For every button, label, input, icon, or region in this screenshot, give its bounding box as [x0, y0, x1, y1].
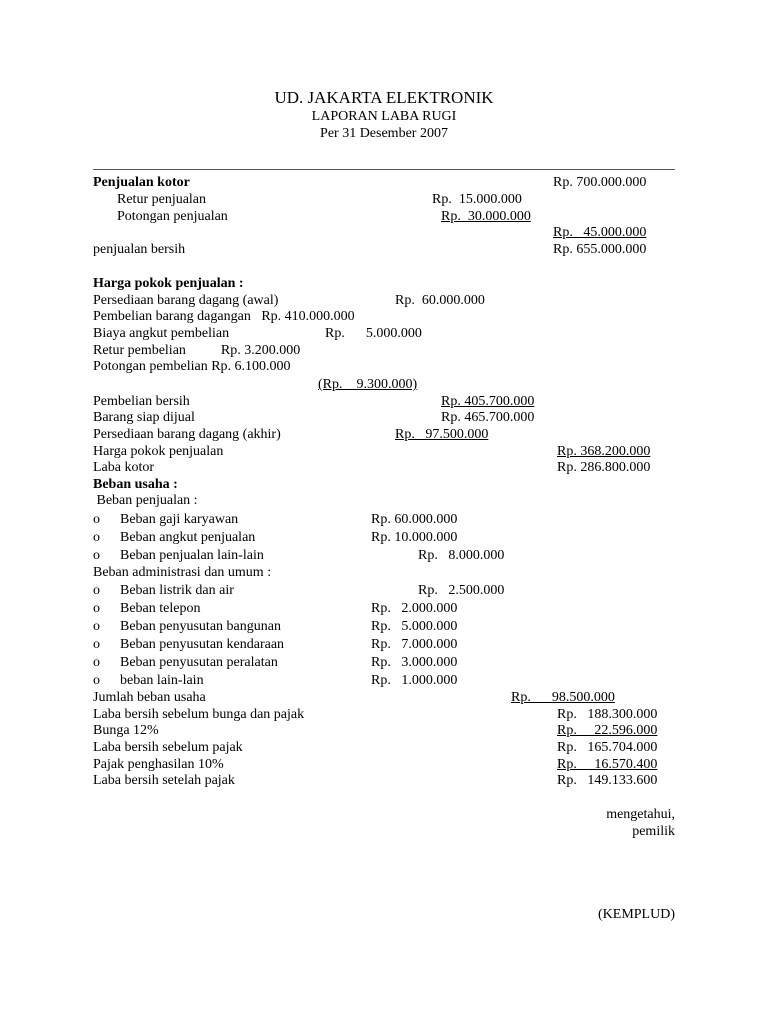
expense-item-label: Beban penyusutan kendaraan — [120, 637, 285, 652]
bullet: o — [93, 637, 100, 652]
ebit-label: Laba bersih sebelum bunga dan pajak — [93, 707, 305, 722]
expense-item-label: Beban gaji karyawan — [120, 512, 239, 527]
expense-item-label: Beban angkut penjualan — [120, 530, 256, 545]
gross-sales-label: Penjualan kotor — [93, 175, 190, 190]
net-income-value: Rp. 149.133.600 — [557, 773, 658, 788]
expense-item-label: Beban penyusutan bangunan — [120, 619, 281, 634]
company-name: UD. JAKARTA ELEKTRONIK — [274, 88, 494, 107]
sales-discount-value: Rp. 30.000.000 — [441, 209, 531, 224]
bullet: o — [93, 548, 100, 563]
cogs-value: Rp. 368.200.000 — [557, 444, 651, 459]
expenses-heading: Beban usaha : — [93, 477, 178, 492]
opening-inventory-value: Rp. 60.000.000 — [395, 293, 485, 308]
opening-inventory-label: Persediaan barang dagang (awal) — [93, 293, 279, 308]
net-purchases-label: Pembelian bersih — [93, 394, 190, 409]
gross-profit-label: Laba kotor — [93, 460, 155, 475]
freight-in-label: Biaya angkut pembelian — [93, 326, 230, 341]
cogs-heading: Harga pokok penjualan : — [93, 276, 244, 291]
expense-item-value: Rp. 60.000.000 — [371, 512, 458, 527]
bullet: o — [93, 655, 100, 670]
purchase-returns-line: Retur pembelian Rp. 3.200.000 — [93, 343, 301, 358]
report-title: LAPORAN LABA RUGI — [311, 109, 457, 124]
goods-available-value: Rp. 465.700.000 — [441, 410, 535, 425]
ebt-label: Laba bersih sebelum pajak — [93, 740, 243, 755]
expense-item-value: Rp. 8.000.000 — [418, 548, 505, 563]
expense-item-value: Rp. 10.000.000 — [371, 530, 458, 545]
bullet: o — [93, 601, 100, 616]
closing-inventory-label: Persediaan barang dagang (akhir) — [93, 427, 281, 442]
sales-returns-label: Retur penjualan — [117, 192, 207, 207]
closing-inventory-value: Rp. 97.500.000 — [395, 427, 489, 442]
acknowledged-text: mengetahui, — [606, 807, 675, 822]
purchases-line: Pembelian barang dagangan Rp. 410.000.000 — [93, 309, 355, 324]
ebit-value: Rp. 188.300.000 — [557, 707, 658, 722]
net-sales-value: Rp. 655.000.000 — [553, 242, 647, 257]
admin-expenses-heading: Beban administrasi dan umum : — [93, 565, 272, 580]
purchase-discount-line: Potongan pembelian Rp. 6.100.000 — [93, 359, 291, 374]
expense-item-value: Rp. 2.000.000 — [371, 601, 458, 616]
report-period: Per 31 Desember 2007 — [320, 126, 448, 141]
income-tax-value: Rp. 16.570.400 — [557, 757, 658, 772]
sales-deductions-total: Rp. 45.000.000 — [553, 225, 647, 240]
sales-returns-value: Rp. 15.000.000 — [432, 192, 522, 207]
header-divider — [93, 169, 675, 170]
expense-item-label: Beban listrik dan air — [120, 583, 234, 598]
signer-name: (KEMPLUD) — [598, 907, 675, 922]
net-purchases-value: Rp. 405.700.000 — [441, 394, 535, 409]
interest-value: Rp. 22.596.000 — [557, 723, 658, 738]
expense-item-value: Rp. 7.000.000 — [371, 637, 458, 652]
ebt-value: Rp. 165.704.000 — [557, 740, 658, 755]
sales-discount-label: Potongan penjualan — [117, 209, 228, 224]
expense-item-label: Beban telepon — [120, 601, 201, 616]
net-sales-label: penjualan bersih — [93, 242, 186, 257]
selling-expenses-heading: Beban penjualan : — [93, 493, 198, 508]
expense-item-label: Beban penjualan lain-lain — [120, 548, 264, 563]
bullet: o — [93, 512, 100, 527]
expense-item-label: Beban penyusutan peralatan — [120, 655, 278, 670]
gross-sales-value: Rp. 700.000.000 — [553, 175, 647, 190]
bullet: o — [93, 673, 100, 688]
expense-item-value: Rp. 2.500.000 — [418, 583, 505, 598]
expense-item-label: beban lain-lain — [120, 673, 204, 688]
cogs-label: Harga pokok penjualan — [93, 444, 224, 459]
income-tax-label: Pajak penghasilan 10% — [93, 757, 224, 772]
signer-role: pemilik — [632, 824, 675, 839]
expense-item-value: Rp. 1.000.000 — [371, 673, 458, 688]
gross-profit-value: Rp. 286.800.000 — [557, 460, 651, 475]
total-expenses-label: Jumlah beban usaha — [93, 690, 206, 705]
purchase-deductions-total: (Rp. 9.300.000) — [318, 377, 418, 392]
goods-available-label: Barang siap dijual — [93, 410, 195, 425]
bullet: o — [93, 530, 100, 545]
expense-item-value: Rp. 5.000.000 — [371, 619, 458, 634]
expense-item-value: Rp. 3.000.000 — [371, 655, 458, 670]
bullet: o — [93, 619, 100, 634]
total-expenses-value: Rp. 98.500.000 — [511, 690, 615, 705]
bullet: o — [93, 583, 100, 598]
interest-label: Bunga 12% — [93, 723, 159, 738]
freight-in-value: Rp. 5.000.000 — [325, 326, 422, 341]
net-income-label: Laba bersih setelah pajak — [93, 773, 235, 788]
